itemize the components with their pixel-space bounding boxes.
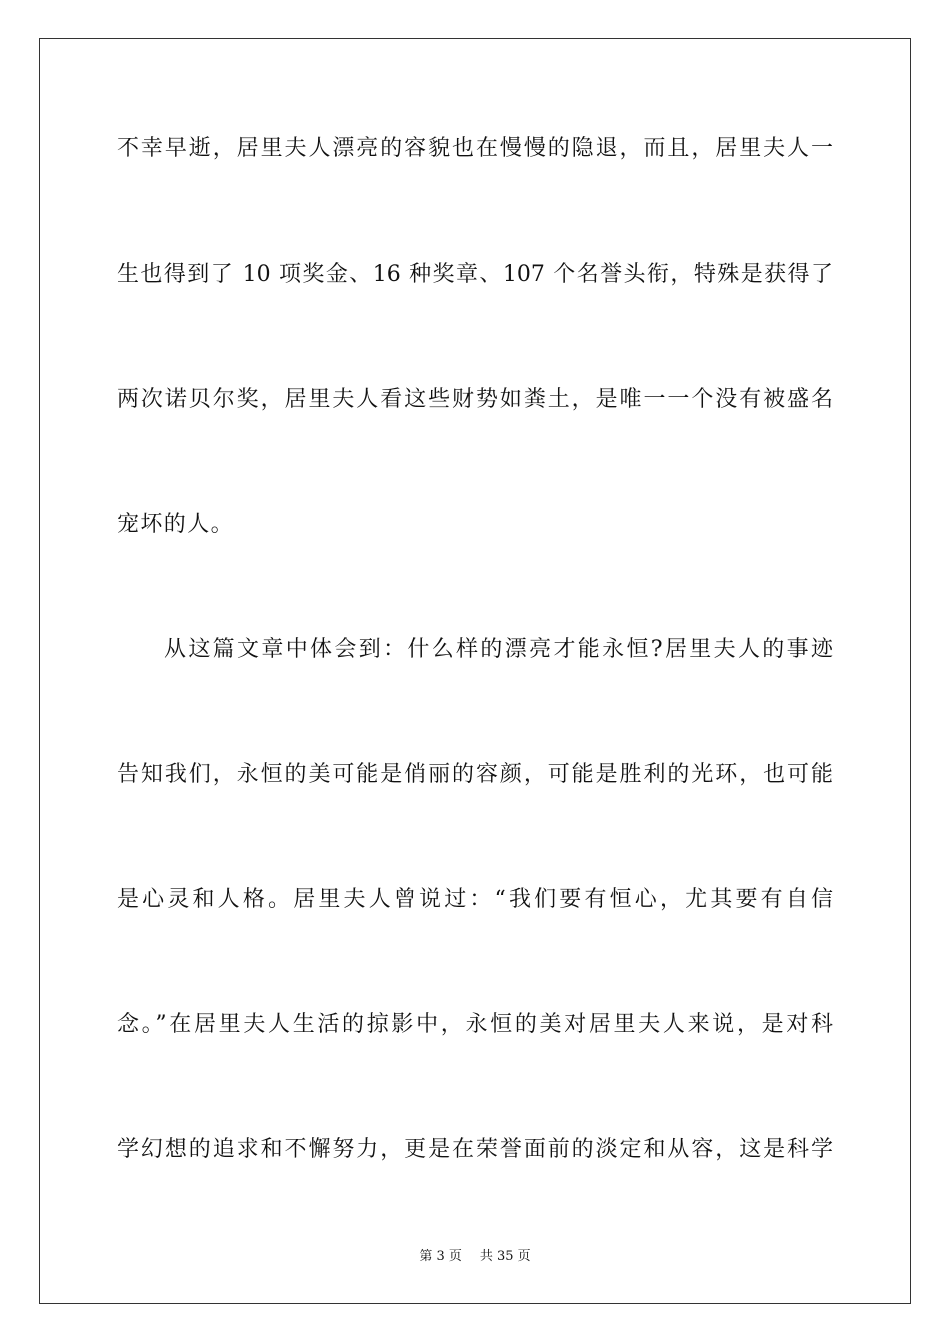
page-number: 第 3 页 (419, 1249, 462, 1264)
page-total: 共 35 页 (479, 1249, 531, 1264)
paragraph-line-4: 宠坏的人。 (117, 512, 235, 537)
paragraph-line-3: 两次诺贝尔奖，居里夫人看这些财势如粪土，是唯一一个没有被盛名 (117, 387, 833, 412)
paragraph-line-7: 是心灵和人格。居里夫人曾说过：“我们要有恒心，尤其要有自信 (117, 887, 833, 912)
paragraph-line-9: 学幻想的追求和不懈努力，更是在荣誉面前的淡定和从容，这是科学 (117, 1137, 833, 1162)
page-footer (0, 1248, 950, 1266)
paragraph-line-8: 念。”在居里夫人生活的掠影中，永恒的美对居里夫人来说，是对科 (117, 1012, 833, 1037)
paragraph-line-5: 从这篇文章中体会到：什么样的漂亮才能永恒?居里夫人的事迹 (164, 637, 833, 662)
page-border (39, 38, 911, 1304)
paragraph-line-2: 生也得到了 10 项奖金、16 种奖章、107 个名誉头衔，特殊是获得了 (117, 262, 833, 287)
paragraph-line-1: 不幸早逝，居里夫人漂亮的容貌也在慢慢的隐退，而且，居里夫人一 (117, 136, 833, 161)
paragraph-line-6: 告知我们，永恒的美可能是俏丽的容颜，可能是胜利的光环，也可能 (117, 762, 833, 787)
